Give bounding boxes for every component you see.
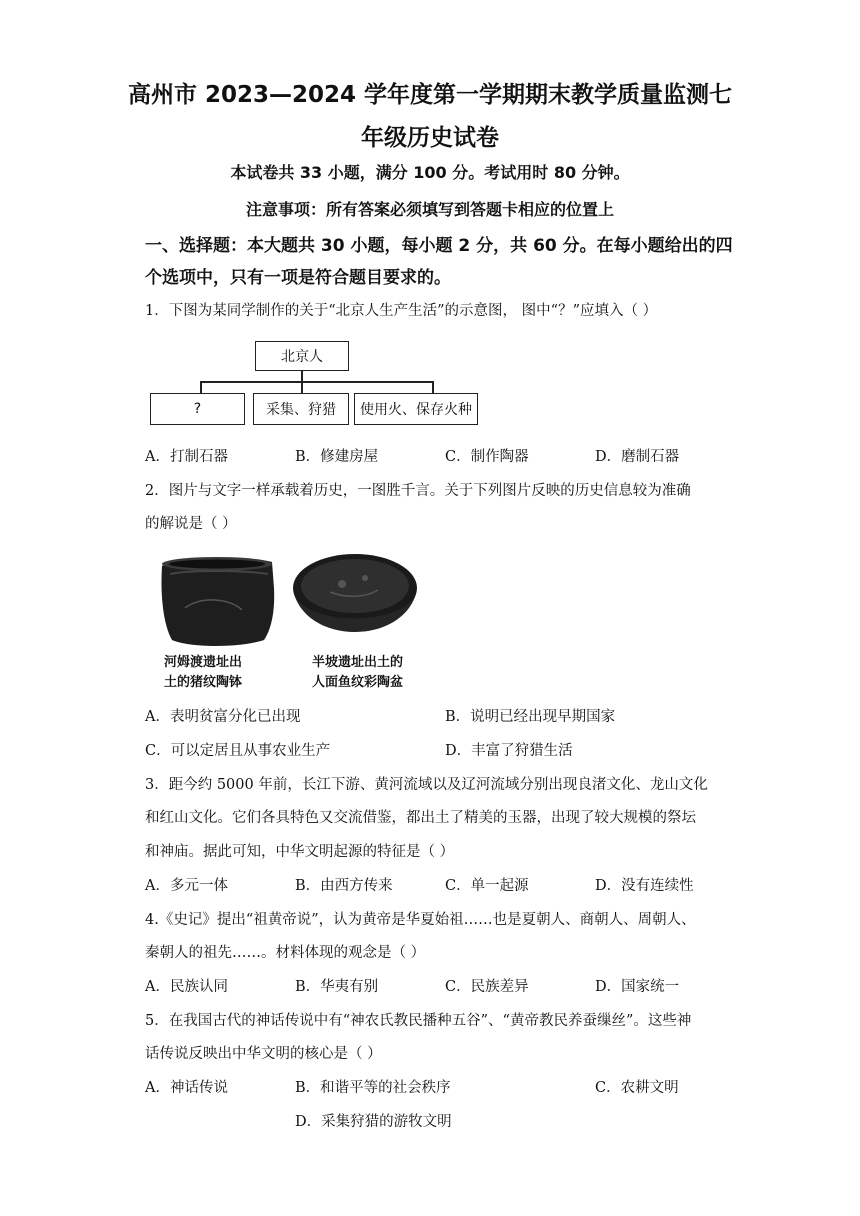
q3-option-a[interactable]: A．多元一体	[145, 878, 228, 894]
q1-option-d[interactable]: D．磨制石器	[595, 449, 680, 465]
diagram-root-box: 北京人	[255, 341, 349, 371]
question-3-stem-line1: 3．距今约 5000 年前，长江下游、黄河流域以及辽河流域分别出现良渚文化、龙山文化	[145, 777, 708, 793]
question-4-stem-line1: 4.《史记》提出“祖黄帝说”，认为黄帝是华夏始祖……也是夏朝人、商朝人、周朝人、	[145, 912, 696, 928]
q1-option-b[interactable]: B．修建房屋	[295, 449, 379, 465]
diagram-connector	[200, 381, 433, 383]
q2-option-d[interactable]: D．丰富了狩猎生活	[445, 743, 573, 759]
q5-option-c[interactable]: C．农耕文明	[595, 1080, 679, 1096]
diagram-child-box-unknown: ?	[150, 393, 245, 425]
diagram-child-box-gathering: 采集、狩猎	[253, 393, 349, 425]
pottery-illustration	[150, 548, 430, 696]
caption-right-line1: 半坡遗址出土的	[312, 655, 404, 670]
q3-option-b[interactable]: B．由西方传来	[295, 878, 393, 894]
q5-option-a[interactable]: A．神话传说	[145, 1080, 228, 1096]
q1-option-a[interactable]: A．打制石器	[145, 449, 228, 465]
exam-title-line2: 年级历史试卷	[361, 125, 499, 151]
diagram-child-box-fire: 使用火、保存火种	[354, 393, 478, 425]
question-2-stem-line2: 的解说是（ ）	[145, 516, 237, 532]
exam-info: 本试卷共 33 小题，满分 100 分。考试用时 80 分钟。	[230, 163, 630, 182]
question-3-stem-line2: 和红山文化。它们各具特色又交流借鉴，都出土了精美的玉器，出现了较大规模的祭坛	[145, 810, 696, 826]
q4-option-d[interactable]: D．国家统一	[595, 979, 680, 995]
q3-option-c[interactable]: C．单一起源	[445, 878, 529, 894]
question-2-stem-line1: 2．图片与文字一样承载着历史，一图胜千言。关于下列图片反映的历史信息较为准确	[145, 483, 691, 499]
section-heading-line1: 一、选择题：本大题共 30 小题，每小题 2 分，共 60 分。在每小题给出的四	[145, 236, 733, 256]
fish-pattern-basin-image	[293, 554, 417, 632]
caption-left-line1: 河姆渡遗址出	[164, 655, 243, 670]
q5-option-b[interactable]: B．和谐平等的社会秩序	[295, 1080, 451, 1096]
pig-pattern-bowl-image	[161, 557, 274, 646]
question-5-stem-line2: 话传说反映出中华文明的核心是（ ）	[145, 1046, 382, 1062]
q2-option-b[interactable]: B．说明已经出现早期国家	[445, 709, 616, 725]
question-3-stem-line3: 和神庙。据此可知，中华文明起源的特征是（ ）	[145, 844, 455, 860]
section-heading-line2: 个选项中，只有一项是符合题目要求的。	[145, 268, 451, 288]
q5-option-d[interactable]: D．采集狩猎的游牧文明	[295, 1114, 452, 1130]
exam-notice: 注意事项：所有答案必须填写到答题卡相应的位置上	[245, 200, 614, 219]
q2-option-a[interactable]: A．表明贫富分化已出现	[145, 709, 301, 725]
q4-option-a[interactable]: A．民族认同	[145, 979, 228, 995]
q4-option-c[interactable]: C．民族差异	[445, 979, 529, 995]
artifact-photos	[150, 548, 430, 696]
q2-option-c[interactable]: C．可以定居且从事农业生产	[145, 743, 331, 759]
question-4-stem-line2: 秦朝人的祖先……。材料体现的观念是（ ）	[145, 945, 426, 961]
q4-option-b[interactable]: B．华夷有别	[295, 979, 379, 995]
q1-option-c[interactable]: C．制作陶器	[445, 449, 529, 465]
question-1-stem: 1．下图为某同学制作的关于“北京人生产生活”的示意图， 图中“？”应填入（ ）	[145, 303, 658, 319]
caption-right-line2: 人面鱼纹彩陶盆	[312, 675, 404, 690]
question-5-stem-line1: 5．在我国古代的神话传说中有“神农氏教民播种五谷”、“黄帝教民养蚕缫丝”。这些神	[145, 1013, 692, 1029]
q3-option-d[interactable]: D．没有连续性	[595, 878, 694, 894]
caption-left-line2: 土的猪纹陶钵	[164, 675, 243, 690]
exam-title-line1: 高州市 2023—2024 学年度第一学期期末教学质量监测七	[127, 82, 733, 108]
